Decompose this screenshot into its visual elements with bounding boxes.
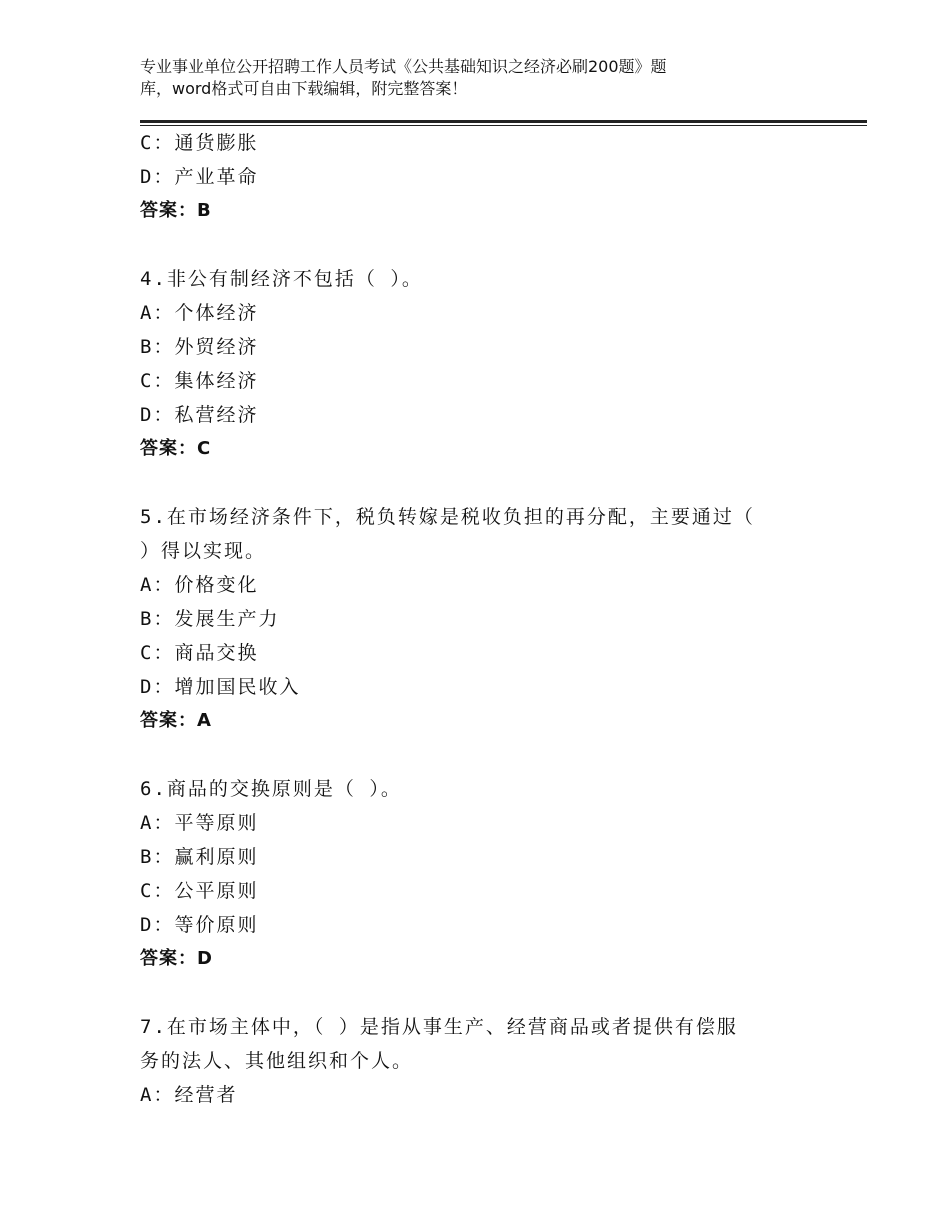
question-3 (140, 126, 820, 228)
option-c: C：通货膨胀 (140, 132, 259, 154)
question-text: 4.非公有制经济不包括（ ）。 (140, 268, 423, 290)
option-a: A：价格变化 (140, 574, 259, 596)
option-a: A：个体经济 (140, 302, 259, 324)
option-b: B：发展生产力 (140, 608, 280, 630)
spacer (140, 466, 820, 500)
option-a: A：经营者 (140, 1084, 238, 1106)
option-d: D：等价原则 (140, 914, 259, 936)
answer-label: 答案：A (140, 710, 212, 731)
spacer (140, 228, 820, 262)
page-header (140, 56, 780, 100)
question-5 (140, 500, 820, 738)
question-text-line-2: ）得以实现。 (140, 540, 267, 562)
option-d: D：私营经济 (140, 404, 259, 426)
header-title-line-1: 专业事业单位公开招聘工作人员考试《公共基础知识之经济必刷200题》题 (140, 57, 667, 76)
answer-label: 答案：C (140, 438, 212, 459)
option-b: B：外贸经济 (140, 336, 259, 358)
question-text-line-2: 务的法人、其他组织和个人。 (140, 1050, 414, 1072)
option-c: C：公平原则 (140, 880, 259, 902)
question-text: 6.商品的交换原则是（ ）。 (140, 778, 402, 800)
option-a: A：平等原则 (140, 812, 259, 834)
question-list (140, 126, 820, 1112)
answer-label: 答案：B (140, 200, 212, 221)
option-d: D：产业革命 (140, 166, 259, 188)
header-divider-thick (140, 120, 867, 123)
question-7 (140, 1010, 820, 1112)
option-d: D：增加国民收入 (140, 676, 301, 698)
question-6 (140, 772, 820, 976)
answer-label: 答案：D (140, 948, 213, 969)
option-b: B：赢利原则 (140, 846, 259, 868)
spacer (140, 738, 820, 772)
option-c: C：集体经济 (140, 370, 259, 392)
question-text-line-1: 7.在市场主体中，（ ）是指从事生产、经营商品或者提供有偿服 (140, 1016, 738, 1038)
question-4 (140, 262, 820, 466)
question-text-line-1: 5.在市场经济条件下，税负转嫁是税收负担的再分配，主要通过（ (140, 506, 755, 528)
option-c: C：商品交换 (140, 642, 259, 664)
header-title-line-2: 库，word格式可自由下载编辑，附完整答案！ (140, 79, 468, 98)
spacer (140, 976, 820, 1010)
